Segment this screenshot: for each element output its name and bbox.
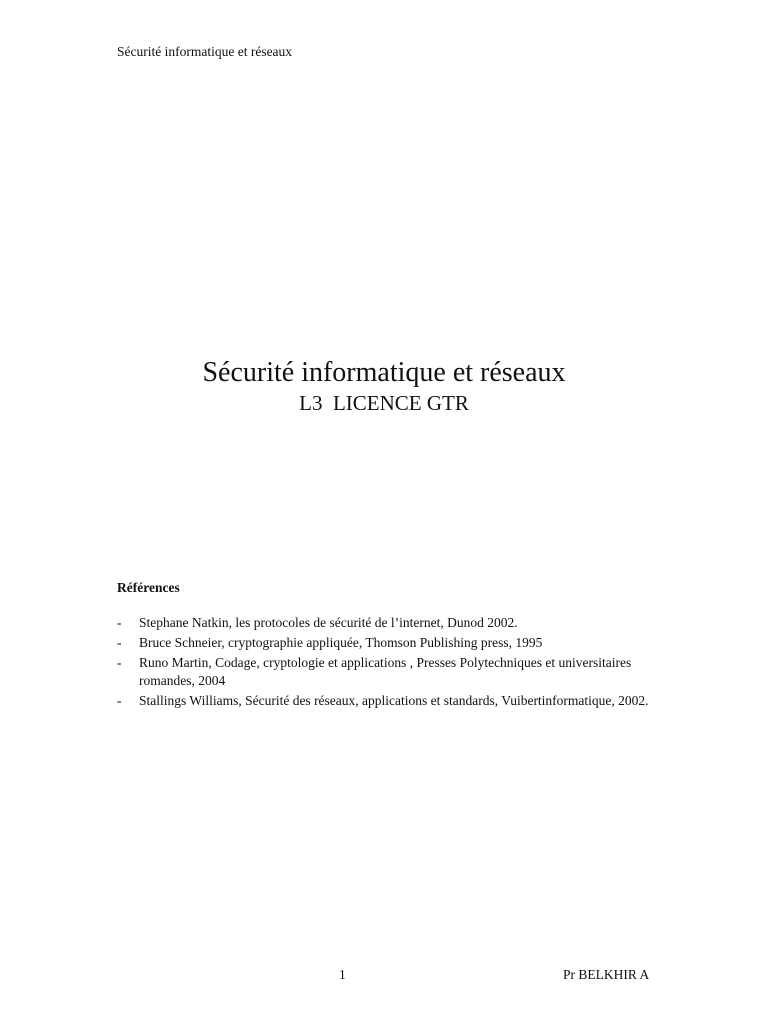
reference-text: Stephane Natkin, les protocoles de sécurité de l’internet, Dunod 2002. bbox=[139, 615, 518, 630]
running-header: Sécurité informatique et réseaux bbox=[117, 44, 293, 59]
list-bullet: - bbox=[117, 635, 122, 650]
reference-text: Stallings Williams, Sécurité des réseaux, applications et standards, Vuibertinformatique, 2002. bbox=[139, 693, 649, 708]
document-title: Sécurité informatique et réseaux bbox=[202, 357, 566, 388]
list-item bbox=[117, 654, 657, 690]
list-item bbox=[117, 614, 657, 632]
list-bullet: - bbox=[117, 615, 122, 630]
list-bullet: - bbox=[117, 693, 122, 708]
list-item bbox=[117, 692, 657, 710]
document-subtitle: L3 LICENCE GTR bbox=[299, 391, 469, 415]
references-heading: Références bbox=[117, 580, 180, 595]
footer-author: Pr BELKHIR A bbox=[563, 967, 650, 982]
list-bullet: - bbox=[117, 655, 122, 670]
list-item bbox=[117, 634, 657, 652]
reference-text: Bruce Schneier, cryptographie appliquée, Thomson Publishing press, 1995 bbox=[139, 635, 543, 650]
title-block bbox=[0, 356, 768, 416]
page-number: 1 bbox=[339, 967, 346, 982]
references-list bbox=[117, 614, 657, 712]
reference-text: Runo Martin, Codage, cryptologie et applications , Presses Polytechniques et universitaires romandes, 2004 bbox=[139, 655, 632, 688]
